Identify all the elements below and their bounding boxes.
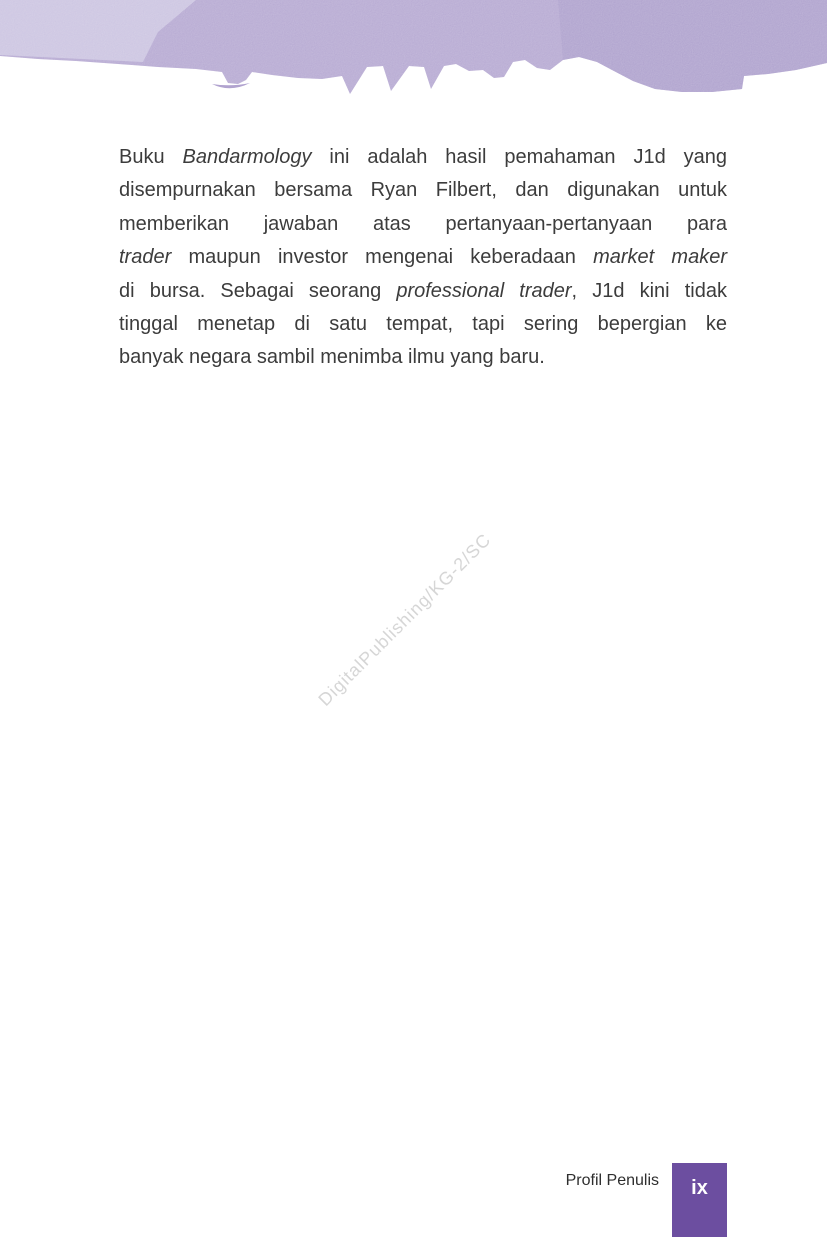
page-number-box bbox=[672, 1163, 727, 1237]
paragraph-line: trader maupun investor mengenai keberadaan market maker bbox=[119, 246, 727, 269]
paragraph-line: tinggal menetap di satu tempat, tapi sering bepergian ke bbox=[119, 313, 727, 336]
paper-grain-texture bbox=[0, 0, 827, 100]
paragraph-line: banyak negara sambil menimba ilmu yang baru. bbox=[119, 346, 545, 369]
footer-section-label: Profil Penulis bbox=[565, 1172, 659, 1189]
page-footer bbox=[566, 1163, 727, 1237]
paragraph-line: di bursa. Sebagai seorang professional trader, J1d kini tidak bbox=[119, 279, 727, 302]
paragraph-line: disempurnakan bersama Ryan Filbert, dan digunakan untuk bbox=[119, 179, 727, 202]
page-number: ix bbox=[691, 1177, 708, 1199]
watermark-text: DigitalPublishing/KG-2/SC bbox=[314, 529, 495, 710]
header-brush-decoration bbox=[0, 0, 827, 100]
body-paragraph bbox=[119, 141, 727, 375]
paragraph-line: memberikan jawaban atas pertanyaan-pertanyaan para bbox=[119, 212, 727, 235]
brush-stroke-curl bbox=[212, 83, 250, 88]
watercolor-band-art bbox=[0, 0, 827, 100]
paragraph-line: Buku Bandarmology ini adalah hasil pemahaman J1d yang bbox=[119, 146, 727, 168]
